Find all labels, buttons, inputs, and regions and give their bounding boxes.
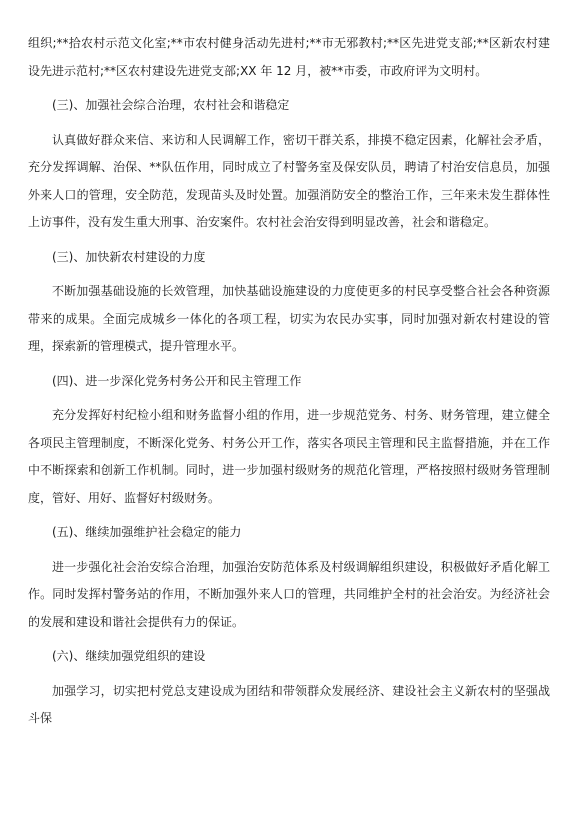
paragraph-stability: 进一步强化社会治安综合治理，加强治安防范体系及村级调解组织建设，积极做好矛盾化解工作。同时发挥村警务站的作用，不断加强外来人口的管理，共同维护全村的社会治安。为经济社会的发展和建设和谐社会提供有力的保证。 (28, 559, 550, 629)
section-heading-stability: (五)、继续加强维护社会稳定的能力 (52, 525, 242, 539)
paragraph-social-governance: 认真做好群众来信、来访和人民调解工作，密切干群关系，排摸不稳定因素，化解社会矛盾，充分发挥调解、治保、**队伍作用，同时成立了村警务室及保安队员，聘请了村治安信息员，加强外来人口的管理，安全防范，发现苗头及时处置。加强消防安全的整治工作，三年来未发生群体性上访事件，没有发生重大刑事、治安案件。农村社会治安得到明显改善，社会和谐稳定。 (28, 132, 550, 229)
paragraph-new-rural-construction: 不断加强基础设施的长效管理，加快基础设施建设的力度使更多的村民享受整合社会各种资源带来的成果。全面完成城乡一体化的各项工程，切实为农民办实事，同时加强对新农村建设的管理，探索新的管理模式，提升管理水平。 (28, 284, 550, 353)
section-heading-transparency: (四)、进一步深化党务村务公开和民主管理工作 (52, 373, 302, 388)
paragraph-party-building: 加强学习，切实把村党总支建设成为团结和带领群众发展经济、建设社会主义新农村的坚强战斗保 (28, 683, 550, 725)
section-heading-new-rural-construction: (三)、加快新农村建设的力度 (52, 249, 206, 264)
paragraph-transparency: 充分发挥好村纪检小组和财务监督小组的作用，进一步规范党务、村务、财务管理，建立健全各项民主管理制度，不断深化党务、村务公开工作，落实各项民主管理和民主监督措施，并在工作中不断探索和创新工作机制。同时，进一步加强村级财务的规范化管理，严格按照村级财务管理制度，管好、用好、监督好村级财务。 (28, 408, 550, 505)
section-heading-party-building: (六)、继续加强党组织的建设 (52, 649, 206, 663)
paragraph-honors: 组织;**拾农村示范文化室;**市农村健身活动先进村;**市无邪教村;**区先进党支部;**区新农村建设先进示范村;**区农村建设先进党支部;XX 年 12 月，被**市委，市政府评为文明村。 (28, 36, 550, 78)
section-heading-social-governance: (三)、加强社会综合治理，农村社会和谐稳定 (52, 98, 290, 112)
